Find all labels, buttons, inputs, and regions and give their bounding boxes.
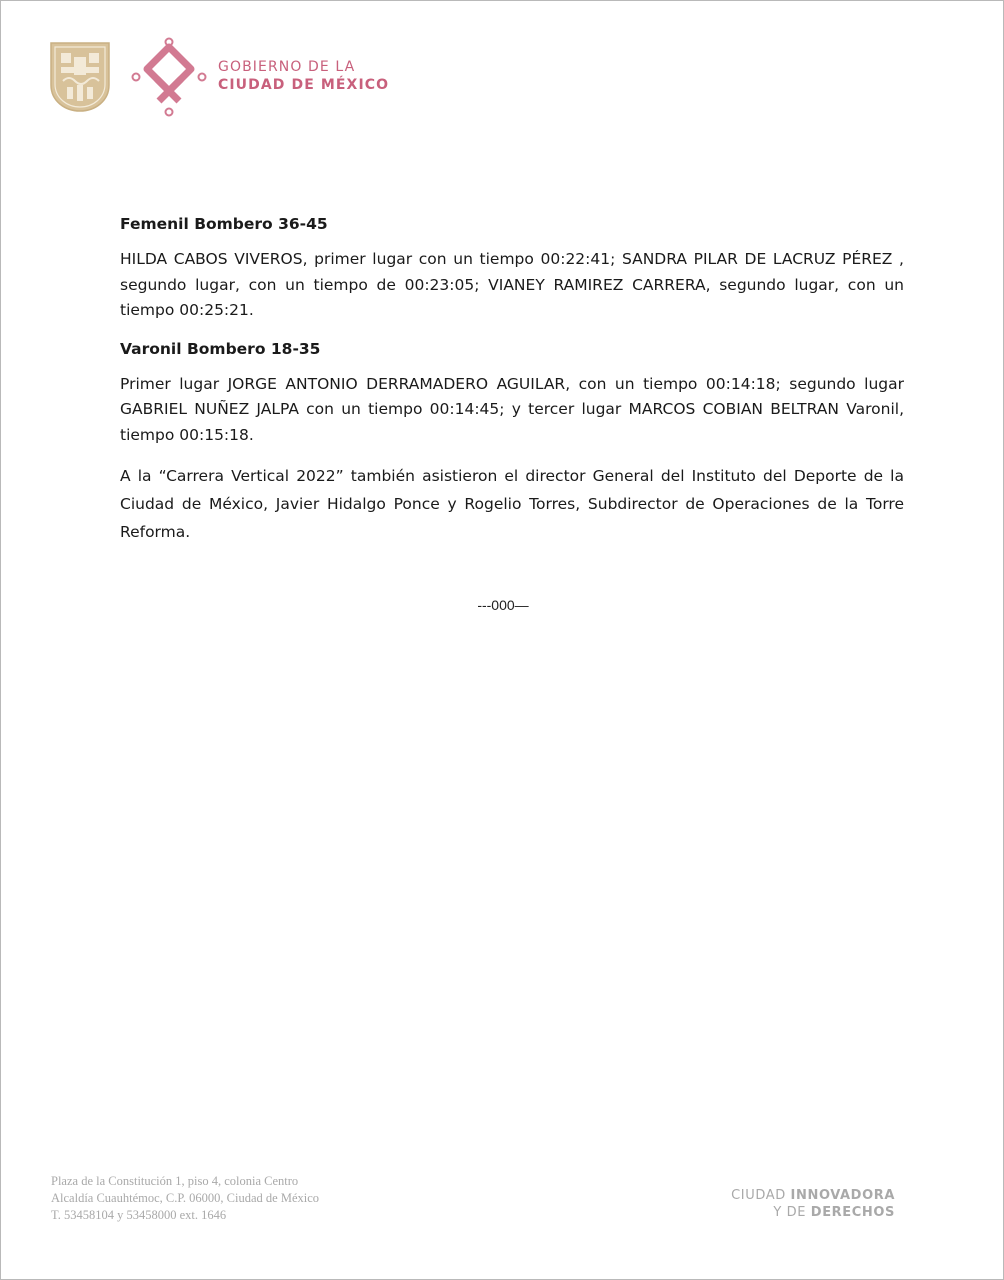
footer-address — [51, 1173, 319, 1224]
gov-name-line2: CIUDAD DE MÉXICO — [218, 77, 390, 93]
slogan-line1: CIUDAD INNOVADORA — [731, 1188, 895, 1203]
document-body — [120, 213, 904, 560]
address-line3: T. 53458104 y 53458000 ext. 1646 — [51, 1208, 227, 1222]
end-separator: ---000— — [477, 597, 529, 613]
address-line2: Alcaldía Cuauhtémoc, C.P. 06000, Ciudad de México — [51, 1191, 320, 1205]
cdmx-emblem-icon — [131, 37, 207, 117]
paragraph-varonil-results: Primer lugar JORGE ANTONIO DERRAMADERO AGUILAR, con un tiempo 00:14:18; segundo lugar GABRIEL NUÑEZ JALPA con un tiempo 00:14:45; y tercer lugar MARCOS COBIAN BELTRAN Varonil, tiempo 00:15:18. — [120, 374, 904, 444]
government-name — [218, 58, 389, 94]
slogan-line2: Y DE DERECHOS — [773, 1205, 895, 1220]
coat-of-arms-icon — [49, 41, 111, 113]
letterhead — [49, 37, 449, 117]
paragraph-femenil-results: HILDA CABOS VIVEROS, primer lugar con un tiempo 00:22:41; SANDRA PILAR DE LACRUZ PÉREZ , segundo lugar, con un tiempo de 00:23:05; VIANEY RAMIREZ CARRERA, segundo lugar, con un tiempo 00:25:21. — [120, 250, 904, 319]
address-line1: Plaza de la Constitución 1, piso 4, colonia Centro — [51, 1174, 299, 1188]
footer-slogan — [697, 1187, 895, 1221]
section-heading-femenil: Femenil Bombero 36-45 — [120, 215, 328, 233]
section-heading-varonil: Varonil Bombero 18-35 — [120, 339, 321, 358]
paragraph-closing: A la “Carrera Vertical 2022” también asistieron el director General del Instituto del Deporte de la Ciudad de México, Javier Hidalgo Ponce y Rogelio Torres, Subdirector de Operaciones de la Torre Reforma. — [120, 467, 904, 541]
gov-name-line1: GOBIERNO DE LA — [218, 59, 356, 75]
